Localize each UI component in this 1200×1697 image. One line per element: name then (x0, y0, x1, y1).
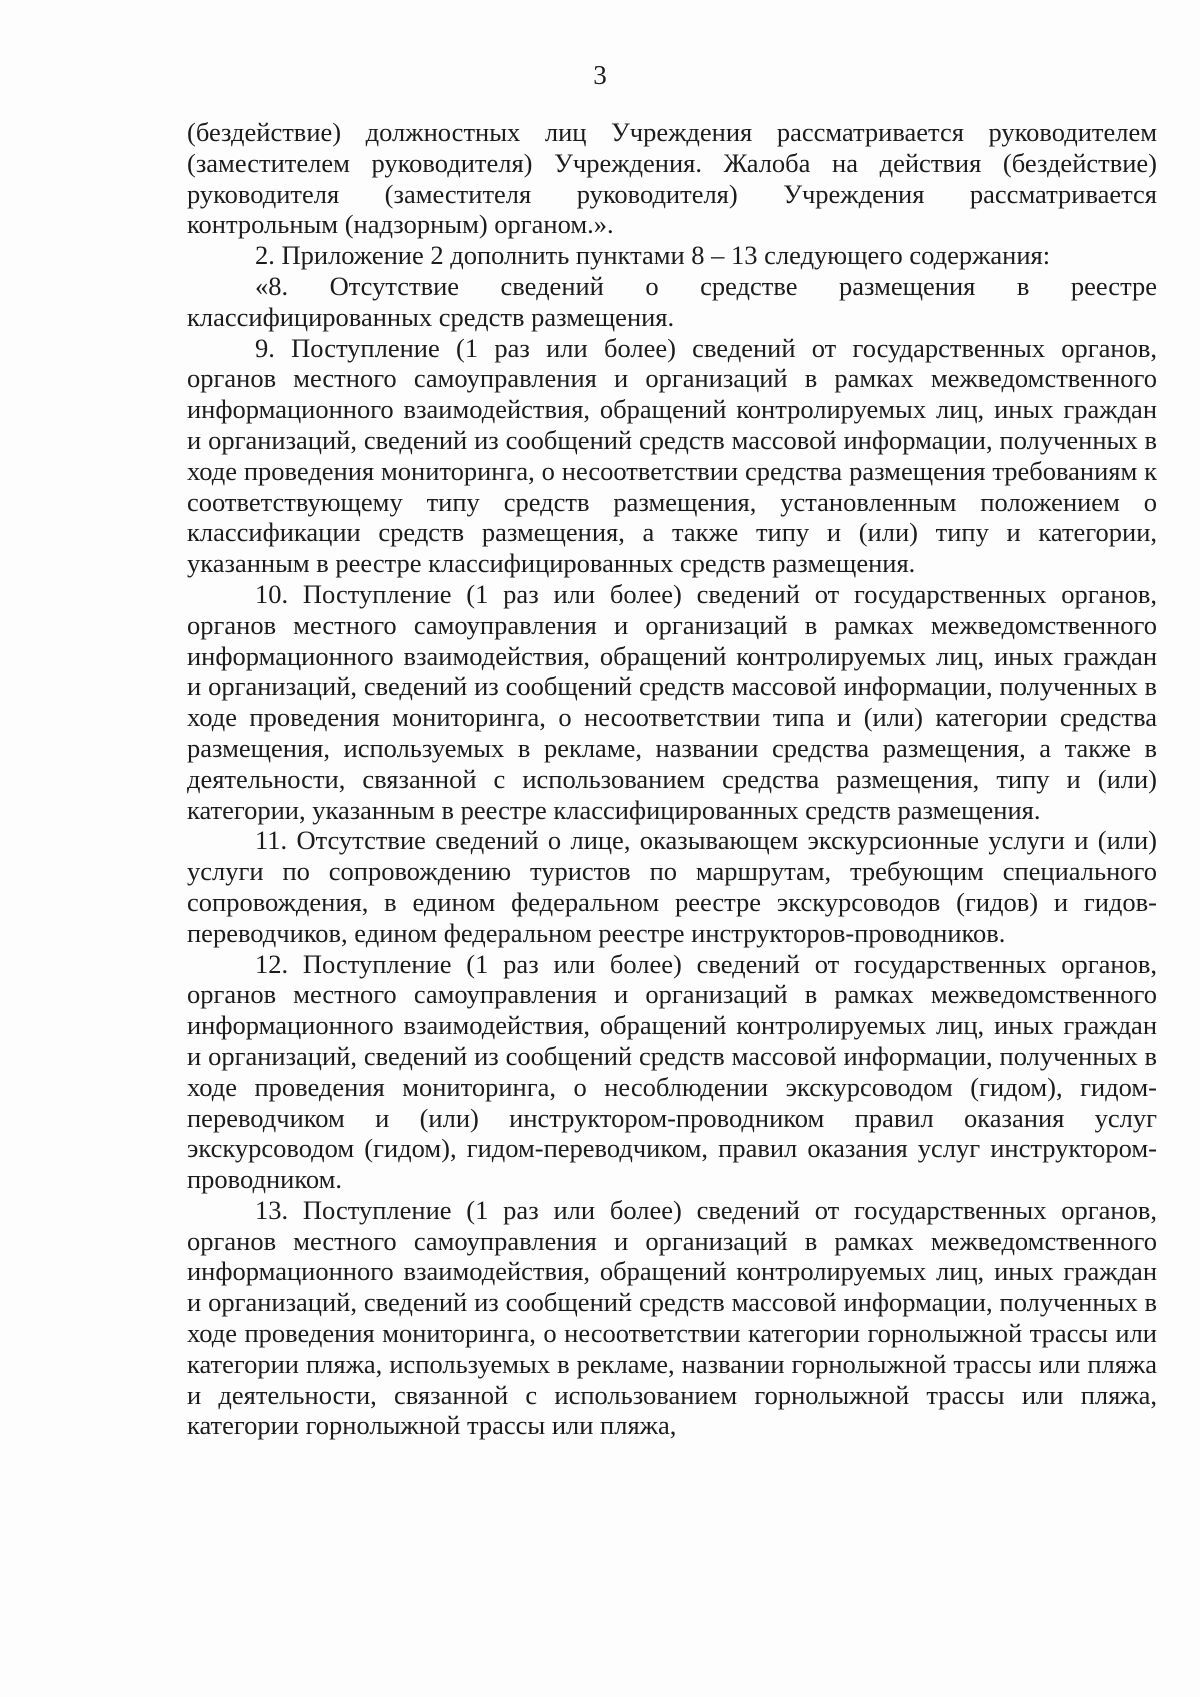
paragraph-item-9: 9. Поступление (1 раз или более) сведений от государственных органов, органов местного самоуправления и организаций в рамках межведомственного информационного взаимодействия, обращений контролируемых лиц, иных граждан и организаций, сведений из сообщений средств массовой информации, полученных в ходе проведения мониторинга, о несоответствии средства размещения требованиям к соответствующему типу средств размещения, установленным положением о классификации средств размещения, а также типу и (или) типу и категории, указанным в реестре классифицированных средств размещения. (187, 332, 1157, 579)
paragraph-item-13: 13. Поступление (1 раз или более) сведений от государственных органов, органов местного самоуправления и организаций в рамках межведомственного информационного взаимодействия, обращений контролируемых лиц, иных граждан и организаций, сведений из сообщений средств массовой информации, полученных в ходе проведения мониторинга, о несоответствии категории горнолыжной трассы или категории пляжа, используемых в рекламе, названии горнолыжной трассы или пляжа и деятельности, связанной с использованием горнолыжной трассы или пляжа, категории горнолыжной трассы или пляжа, (187, 1194, 1157, 1441)
paragraph-continuation: (бездействие) должностных лиц Учреждения рассматривается руководителем (заместителем руководителя) Учреждения. Жалоба на действия (бездействие) руководителя (заместителя руководителя) Учреждения рассматривается контрольным (надзорным) органом.». (187, 117, 1157, 240)
paragraph-item-10: 10. Поступление (1 раз или более) сведений от государственных органов, органов местного самоуправления и организаций в рамках межведомственного информационного взаимодействия, обращений контролируемых лиц, иных граждан и организаций, сведений из сообщений средств массовой информации, полученных в ходе проведения мониторинга, о несоответствии типа и (или) категории средства размещения, используемых в рекламе, названии средства размещения, а также в деятельности, связанной с использованием средства размещения, типу и (или) категории, указанным в реестре классифицированных средств размещения. (187, 578, 1157, 825)
paragraph-item-8: «8. Отсутствие сведений о средстве размещения в реестре классифицированных средств размещения. (187, 270, 1157, 332)
page-number: 3 (593, 60, 607, 90)
paragraph-item-2: 2. Приложение 2 дополнить пунктами 8 – 13 следующего содержания: (255, 240, 1051, 271)
document-body (187, 117, 1157, 1441)
paragraph-item-12: 12. Поступление (1 раз или более) сведений от государственных органов, органов местного самоуправления и организаций в рамках межведомственного информационного взаимодействия, обращений контролируемых лиц, иных граждан и организаций, сведений из сообщений средств массовой информации, полученных в ходе проведения мониторинга, о несоблюдении экскурсоводом (гидом), гидом-переводчиком и (или) инструктором-проводником правил оказания услуг экскурсоводом (гидом), гидом-переводчиком, правил оказания услуг инструктором-проводником. (187, 948, 1157, 1195)
paragraph-item-11: 11. Отсутствие сведений о лице, оказывающем экскурсионные услуги и (или) услуги по сопровождению туристов по маршрутам, требующим специального сопровождения, в едином федеральном реестре экскурсоводов (гидов) и гидов-переводчиков, едином федеральном реестре инструкторов-проводников. (187, 825, 1157, 948)
